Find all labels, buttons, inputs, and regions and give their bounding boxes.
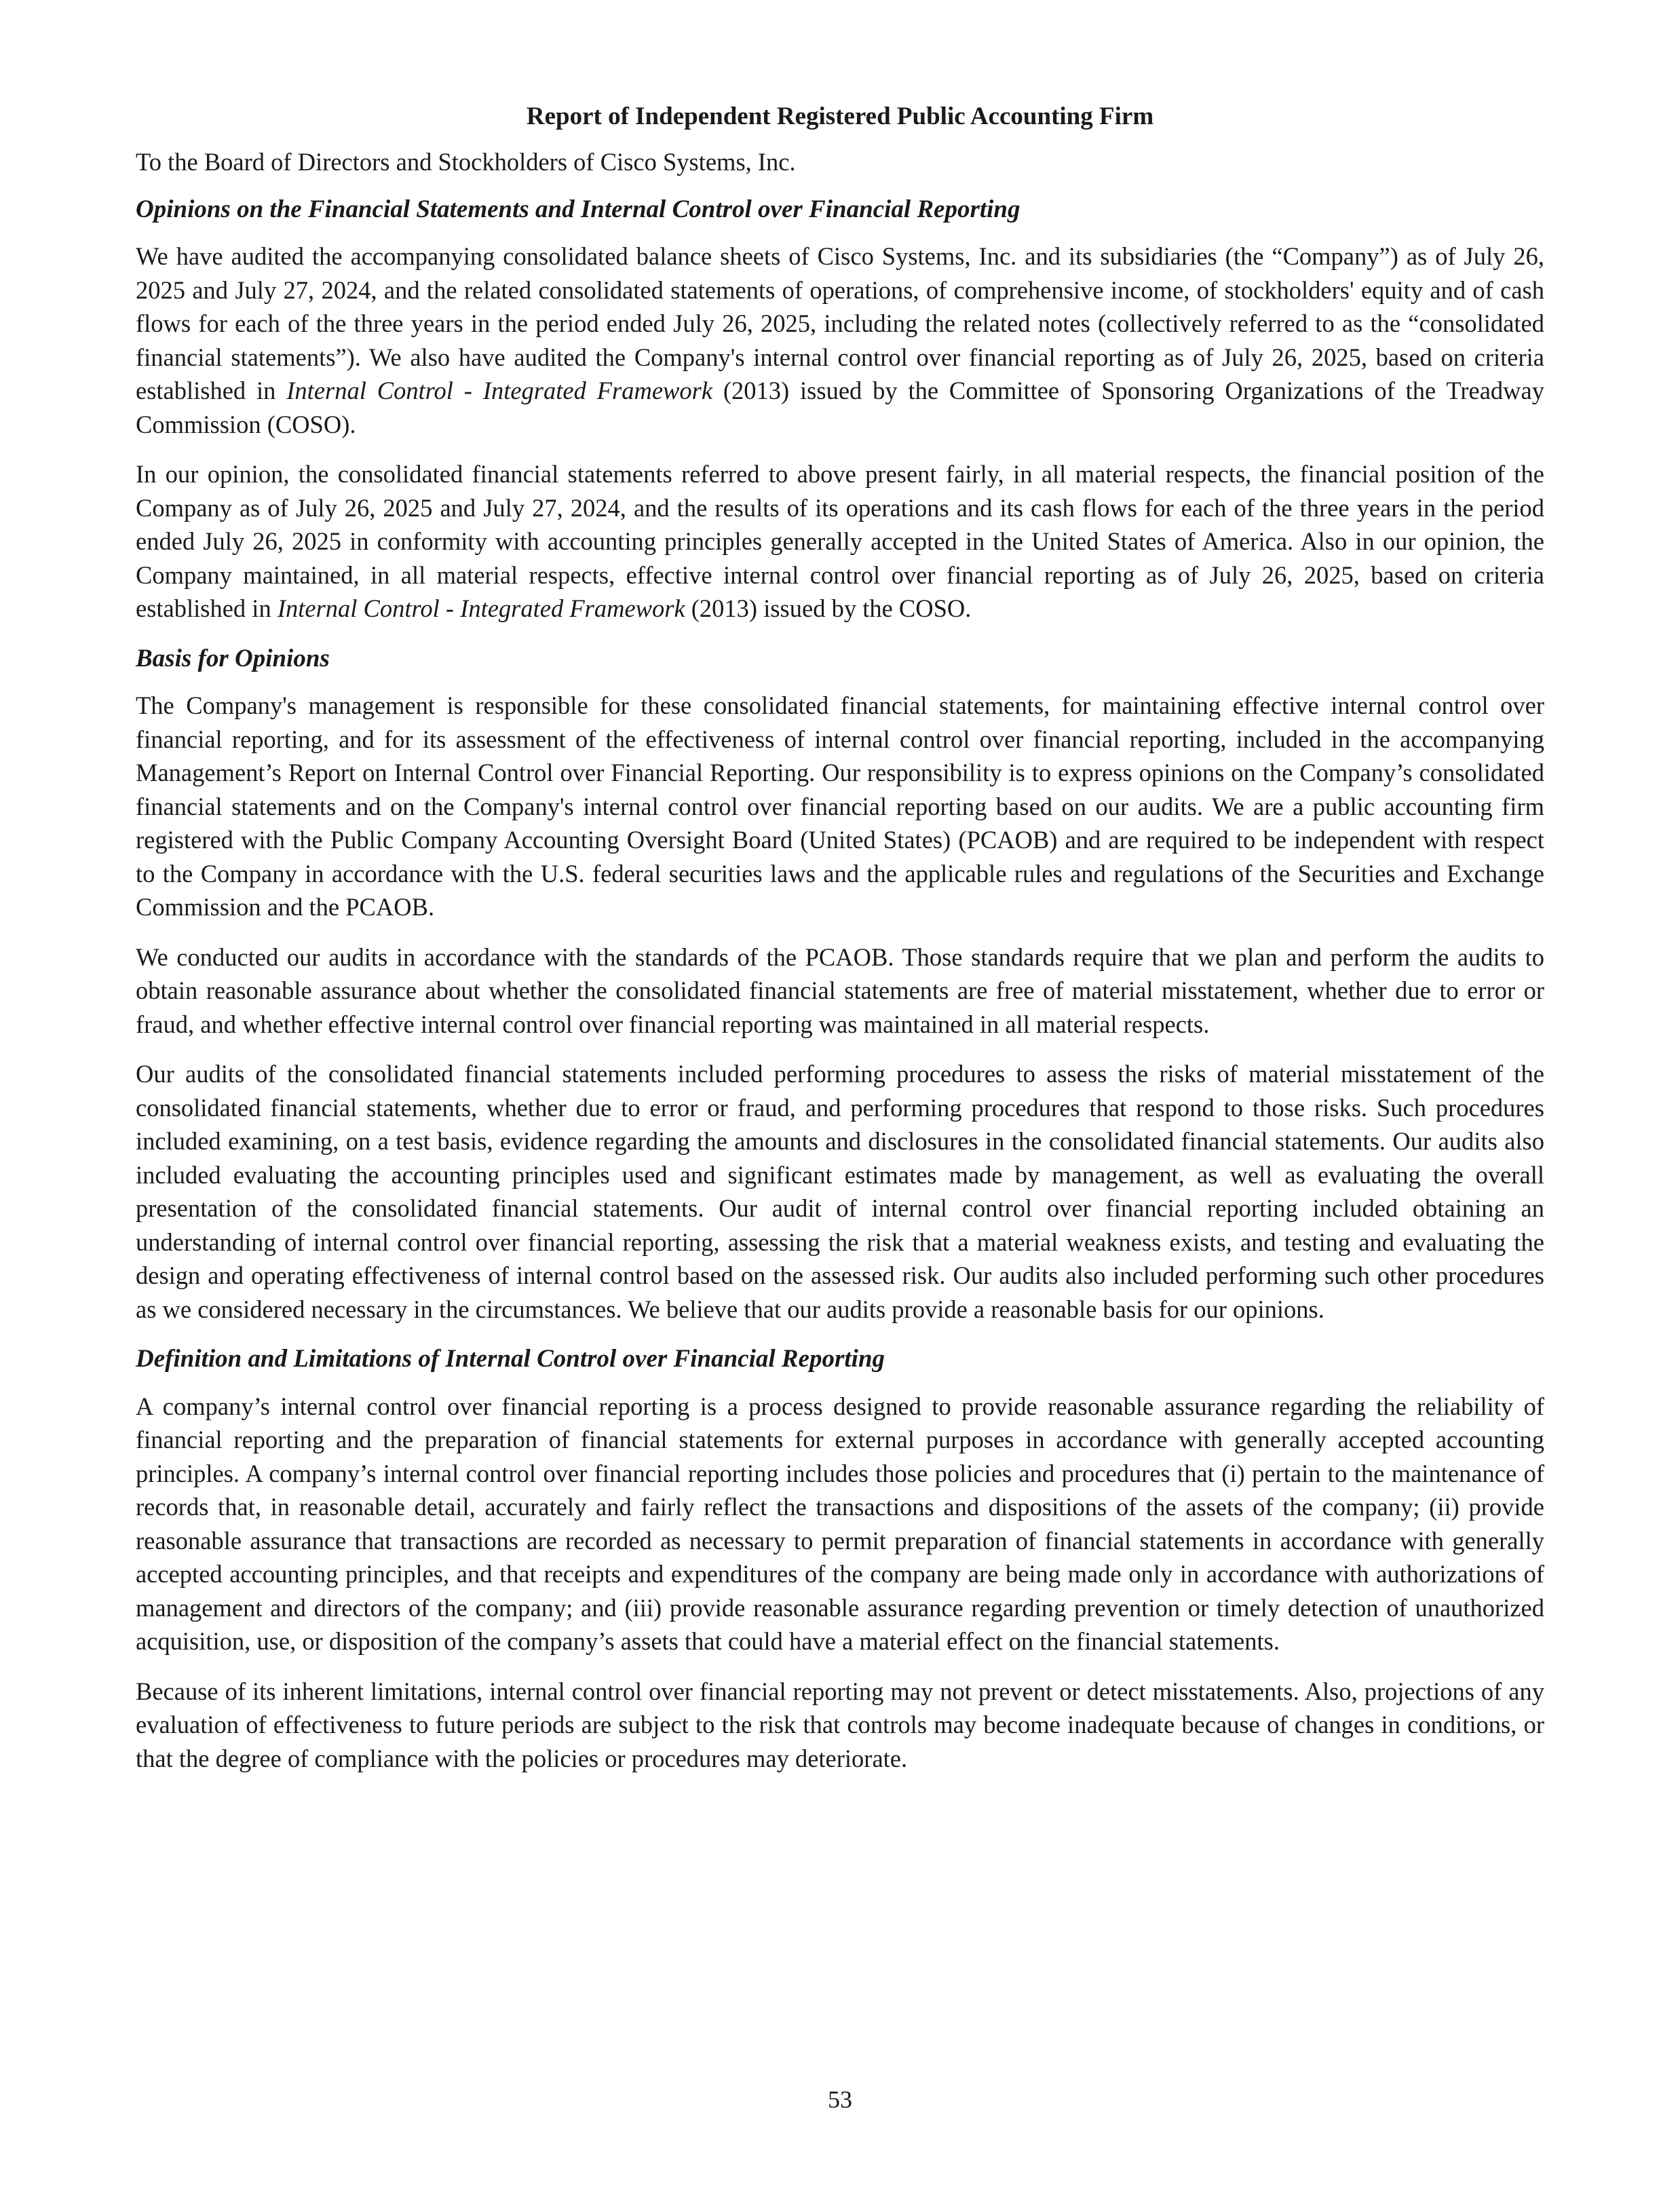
basis-paragraph-3: Our audits of the consolidated financial statements included performing procedures to assess the risks of material misstatement of the consolidated financial statements, whether due to error or fraud, and performing procedures that respond to those risks. Such procedures included examining, on a test basis, evidence regarding the amounts and disclosures in the consolidated financial statements. Our audits also included evaluating the accounting principles used and significant estimates made by management, as well as evaluating the overall presentation of the consolidated financial statements. Our audit of internal control over financial reporting included obtaining an understanding of internal control over financial reporting, assessing the risk that a material weakness exists, and testing and evaluating the design and operating effectiveness of internal control based on the assessed risk. Our audits also included performing such other procedures as we considered necessary in the circumstances. We believe that our audits provide a reasonable basis for our opinions. [136,1060,1544,1323]
salutation: To the Board of Directors and Stockholders of Cisco Systems, Inc. [136,148,796,176]
opinions-p2-text-b: (2013) issued by the COSO. [685,594,972,623]
basis-paragraph-1: The Company's management is responsible for these consolidated financial statements, for maintaining effective internal control over financial reporting, and for its assessment of the effectiveness of internal control over financial reporting, included in the accompanying Management’s Report on Internal Control over Financial Reporting. Our responsibility is to express opinions on the Company’s consolidated financial statements and on the Company's internal control over financial reporting based on our audits. We are a public accounting firm registered with the Public Company Accounting Oversight Board (United States) (PCAOB) and are required to be independent with respect to the Company in accordance with the U.S. federal securities laws and the applicable rules and regulations of the Securities and Exchange Commission and the PCAOB. [136,691,1544,921]
definition-paragraph-1: A company’s internal control over financial reporting is a process designed to provide reasonable assurance regarding the reliability of financial reporting and the preparation of financial statements for external purposes in accordance with generally accepted accounting principles. A company’s internal control over financial reporting includes those policies and procedures that (i) pertain to the maintenance of records that, in reasonable detail, accurately and fairly reflect the transactions and dispositions of the assets of the company; (ii) provide reasonable assurance that transactions are recorded as necessary to permit preparation of financial statements in accordance with generally accepted accounting principles, and that receipts and expenditures of the company are being made only in accordance with authorizations of management and directors of the company; and (iii) provide reasonable assurance regarding prevention or timely detection of unauthorized acquisition, use, or disposition of the company’s assets that could have a material effect on the financial statements. [136,1392,1544,1656]
basis-paragraph-2: We conducted our audits in accordance with the standards of the PCAOB. Those standards require that we plan and perform the audits to obtain reasonable assurance about whether the consolidated financial statements are free of material misstatement, whether due to error or fraud, and whether effective internal control over financial reporting was maintained in all material respects. [136,943,1544,1038]
definition-heading: Definition and Limitations of Internal Control over Financial Reporting [136,1345,885,1373]
opinions-p2-text-a: In our opinion, the consolidated financial statements referred to above present fairly, in all material respects, the financial position of the Company as of July 26, 2025 and July 27, 2024, and the results of its operations and its cash flows for each of the three years in the period ended July 26, 2025 in conformity with accounting principles generally accepted in the United States of America. Also in our opinion, the Company maintained, in all material respects, effective internal control over financial reporting as of July 26, 2025, based on criteria established in [136,460,1544,623]
opinions-paragraph-2 [136,457,1544,626]
definition-paragraph-2: Because of its inherent limitations, internal control over financial reporting may not prevent or detect misstatements. Also, projections of any evaluation of effectiveness to future periods are subject to the risk that controls may become inadequate because of changes in conditions, or that the degree of compliance with the policies or procedures may deteriorate. [136,1677,1544,1772]
document-page [136,102,1544,1791]
opinions-p1-framework-title: Internal Control - Integrated Framework [286,377,713,405]
opinions-p1-text-b: (2013) issued by the Committee of Sponsoring Organizations of the Treadway Commission (COSO). [136,377,1544,438]
opinions-p2-framework-title: Internal Control - Integrated Framework [277,594,685,623]
report-title: Report of Independent Registered Public Accounting Firm [526,102,1154,130]
opinions-heading: Opinions on the Financial Statements and Internal Control over Financial Reporting [136,195,1020,223]
opinions-paragraph-1 [136,240,1544,441]
opinions-p1-text-a: We have audited the accompanying consolidated balance sheets of Cisco Systems, Inc. and its subsidiaries (the “Company”) as of July 26, 2025 and July 27, 2024, and the related consolidated statements of operations, of comprehensive income, of stockholders' equity and of cash flows for each of the three years in the period ended July 26, 2025, including the related notes (collectively referred to as the “consolidated financial statements”). We also have audited the Company's internal control over financial reporting as of July 26, 2025, based on criteria established in [136,242,1544,405]
basis-heading: Basis for Opinions [136,644,330,672]
page-number: 53 [828,2086,852,2113]
